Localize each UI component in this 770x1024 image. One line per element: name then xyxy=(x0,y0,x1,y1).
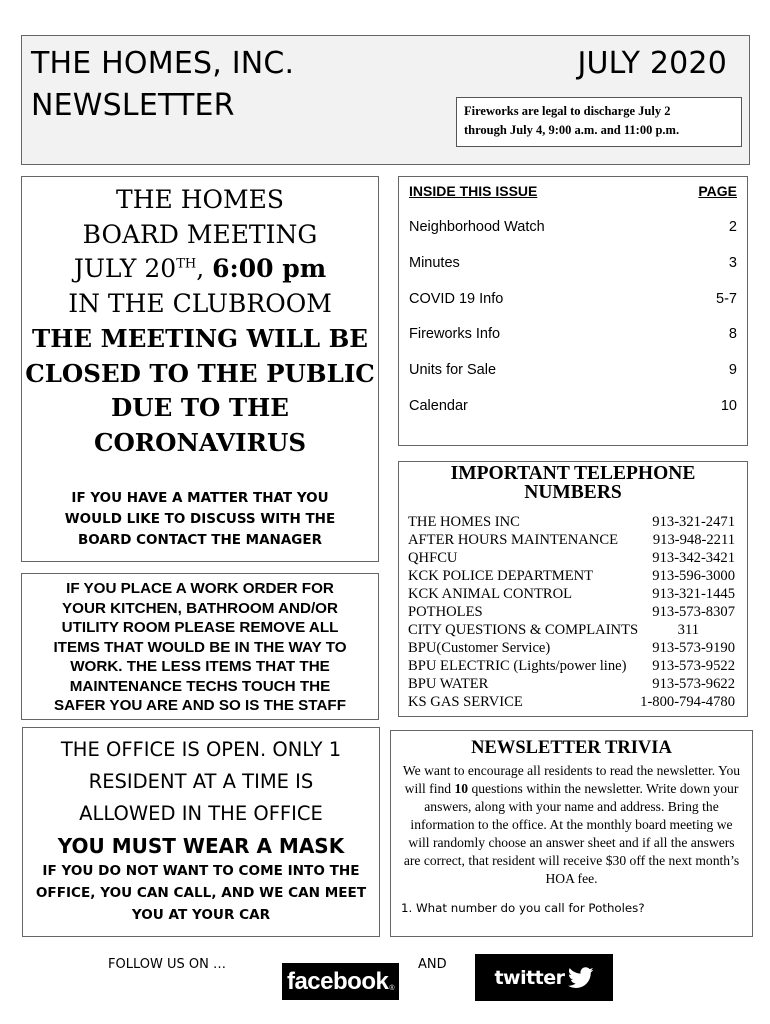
office-meet-note xyxy=(31,860,371,926)
fireworks-notice xyxy=(456,97,742,147)
phone-name: QHFCU xyxy=(408,550,458,566)
phone-row xyxy=(408,513,735,531)
trivia-body-a: We want to encourage all residents to read the newsletter. You will find xyxy=(402,763,741,796)
office-line-1: THE OFFICE IS OPEN. ONLY 1 xyxy=(60,738,342,761)
and-label: AND xyxy=(418,957,447,972)
phone-row xyxy=(408,531,735,549)
facebook-wordmark: facebook xyxy=(286,967,389,995)
work-order-line: SAFER YOU ARE AND SO IS THE STAFF xyxy=(54,697,346,714)
phone-row xyxy=(408,693,735,711)
issue-item-page: 8 xyxy=(728,326,737,342)
board-line-2: BOARD MEETING xyxy=(82,219,318,249)
important-phone-numbers xyxy=(398,461,748,717)
issue-item-label: Calendar xyxy=(409,398,468,414)
facebook-logo[interactable] xyxy=(282,963,399,1000)
twitter-bird-icon xyxy=(568,967,594,989)
issue-item xyxy=(409,219,737,235)
phone-number: 913-342-3421 xyxy=(652,550,735,566)
issue-item xyxy=(409,255,737,271)
inside-this-issue xyxy=(398,176,748,446)
phone-number: 913-573-9190 xyxy=(652,640,735,656)
issue-item-label: COVID 19 Info xyxy=(409,291,504,307)
work-order-notice xyxy=(21,573,379,720)
phone-number: 1-800-794-4780 xyxy=(640,694,735,710)
phone-row xyxy=(408,657,735,675)
trivia-title: NEWSLETTER TRIVIA xyxy=(471,738,672,758)
office-notice xyxy=(22,727,380,937)
phone-list xyxy=(408,513,735,711)
newsletter-trivia xyxy=(390,730,753,937)
phone-number: 913-321-1445 xyxy=(652,586,735,602)
phone-number: 913-321-2471 xyxy=(652,514,735,530)
trivia-body xyxy=(399,762,744,888)
phone-row xyxy=(408,585,735,603)
board-date-line xyxy=(22,252,378,287)
phone-row xyxy=(408,603,735,621)
registered-mark: ® xyxy=(389,985,395,992)
phone-number: 913-596-3000 xyxy=(652,568,735,584)
newsletter-title: NEWSLETTER xyxy=(31,88,235,123)
board-location: IN THE CLUBROOM xyxy=(68,289,332,319)
board-contact-line-3: BOARD CONTACT THE MANAGER xyxy=(77,532,322,548)
phone-number: 913-573-9622 xyxy=(652,676,735,692)
twitter-wordmark: twitter xyxy=(494,966,565,989)
issue-item-page: 5-7 xyxy=(716,291,737,307)
board-closed-line-1: THE MEETING WILL BE xyxy=(32,323,368,353)
work-order-line: MAINTENANCE TECHS TOUCH THE xyxy=(69,677,331,695)
page-heading: PAGE xyxy=(698,183,737,199)
board-closed-line-3: DUE TO THE xyxy=(111,393,289,423)
office-note-line-1: IF YOU DO NOT WANT TO COME INTO THE xyxy=(42,863,360,879)
board-meeting-box xyxy=(21,176,379,562)
phone-row xyxy=(408,621,735,639)
issue-item xyxy=(409,291,737,307)
issue-item-label: Units for Sale xyxy=(409,362,497,378)
trivia-question-1: 1. What number do you call for Potholes? xyxy=(401,901,645,915)
board-date-sep: , xyxy=(196,254,213,284)
phone-name: THE HOMES INC xyxy=(408,514,520,530)
phone-name: KS GAS SERVICE xyxy=(408,694,523,710)
phone-row xyxy=(408,675,735,693)
office-note-line-2: OFFICE, YOU CAN CALL, AND WE CAN MEET xyxy=(35,885,367,901)
board-contact-line-1: IF YOU HAVE A MATTER THAT YOU xyxy=(71,490,329,506)
issue-item-page: 9 xyxy=(728,362,737,378)
phone-name: BPU ELECTRIC (Lights/power line) xyxy=(408,658,627,674)
company-name: THE HOMES, INC. xyxy=(31,46,295,81)
issue-item-label: Neighborhood Watch xyxy=(409,219,545,235)
board-date: JULY 20 xyxy=(73,254,177,284)
office-line-2: RESIDENT AT A TIME IS xyxy=(88,770,314,793)
board-line-1: THE HOMES xyxy=(116,185,284,214)
phone-name: POTHOLES xyxy=(408,604,483,620)
issue-item-label: Fireworks Info xyxy=(409,326,501,342)
phone-name: KCK POLICE DEPARTMENT xyxy=(408,568,594,584)
issue-header-row xyxy=(409,183,737,199)
phone-row xyxy=(408,639,735,657)
issue-item-page: 2 xyxy=(728,219,737,235)
phone-name: CITY QUESTIONS & COMPLAINTS xyxy=(408,622,639,638)
trivia-body-b: questions within the newsletter. Write down your answers, along with your name and address. Bring the information to the office. At the monthly board meeting we will randomly choose an answer sheet and if all the answers are correct, that resident will receive $30 off the next month’s HOA fee. xyxy=(403,781,740,886)
issue-item-page: 10 xyxy=(720,398,737,414)
phone-name: KCK ANIMAL CONTROL xyxy=(408,586,573,602)
work-order-line: UTILITY ROOM PLEASE REMOVE ALL xyxy=(61,619,339,636)
issue-item-label: Minutes xyxy=(409,255,460,271)
phone-name: BPU WATER xyxy=(408,676,489,692)
phones-title-line-1: IMPORTANT TELEPHONE xyxy=(450,463,696,484)
issue-item xyxy=(409,398,737,414)
phone-number: 913-573-8307 xyxy=(652,604,735,620)
fireworks-line-2: through July 4, 9:00 a.m. and 11:00 p.m. xyxy=(464,123,680,137)
fireworks-line-1: Fireworks are legal to discharge July 2 xyxy=(464,104,671,118)
phones-title xyxy=(399,464,747,502)
work-order-line: YOUR KITCHEN, BATHROOM AND/OR xyxy=(62,599,338,617)
phones-title-line-2: NUMBERS xyxy=(524,482,622,503)
board-closed-line-2: CLOSED TO THE PUBLIC xyxy=(25,358,375,388)
board-contact-line-2: WOULD LIKE TO DISCUSS WITH THE xyxy=(64,511,336,527)
issue-item xyxy=(409,362,737,378)
follow-us-label: FOLLOW US ON … xyxy=(108,957,226,972)
newsletter-header xyxy=(21,35,750,165)
phone-name: AFTER HOURS MAINTENANCE xyxy=(408,532,618,548)
work-order-line: WORK. THE LESS ITEMS THAT THE xyxy=(70,658,330,675)
board-closed-line-4: CORONAVIRUS xyxy=(93,427,307,457)
phone-number: 913-948-2211 xyxy=(652,532,735,548)
board-contact-note xyxy=(32,488,368,551)
issue-item-page: 3 xyxy=(728,255,737,271)
phone-row xyxy=(408,567,735,585)
phone-name: BPU(Customer Service) xyxy=(408,640,551,656)
work-order-line: ITEMS THAT WOULD BE IN THE WAY TO xyxy=(53,638,347,656)
twitter-logo[interactable] xyxy=(475,954,613,1001)
issue-heading: INSIDE THIS ISSUE xyxy=(409,183,538,199)
issue-item xyxy=(409,326,737,342)
phone-number: 913-573-9522 xyxy=(652,658,735,674)
phone-number: 311 xyxy=(677,622,699,638)
work-order-line: IF YOU PLACE A WORK ORDER FOR xyxy=(66,580,334,597)
board-time: 6:00 pm xyxy=(212,254,327,284)
phone-row xyxy=(408,549,735,567)
office-note-line-3: YOU AT YOUR CAR xyxy=(131,907,271,923)
trivia-question-count: 10 xyxy=(454,781,469,796)
mask-requirement: YOU MUST WEAR A MASK xyxy=(57,834,345,858)
office-line-3: ALLOWED IN THE OFFICE xyxy=(79,802,323,825)
board-date-suffix: TH xyxy=(176,257,197,273)
issue-date: JULY 2020 xyxy=(577,46,727,81)
